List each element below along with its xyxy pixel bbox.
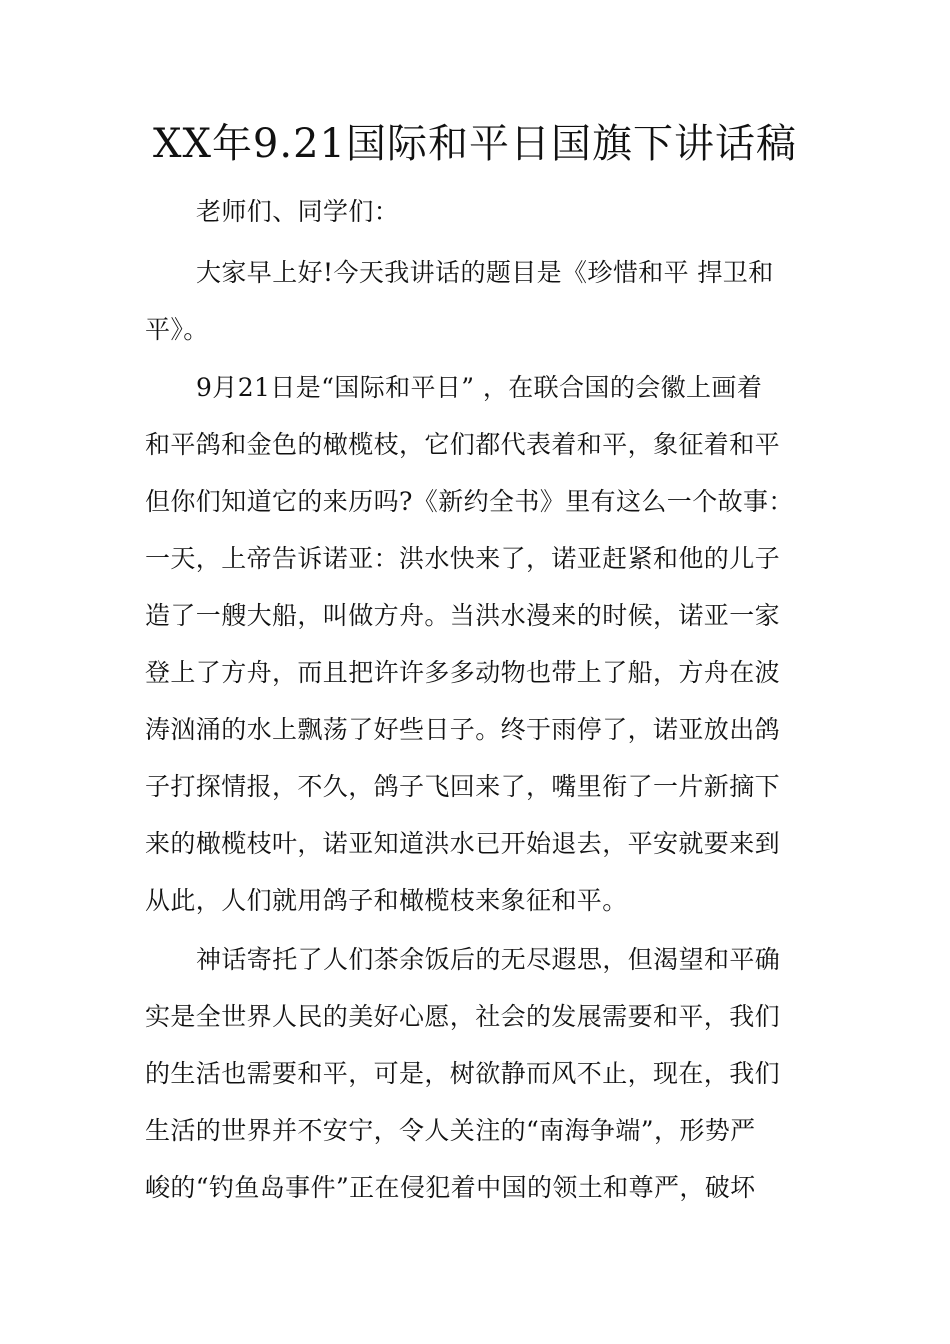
document-title: XX年9.21国际和平日国旗下讲话稿	[152, 121, 797, 167]
paragraph-1-line-2: 平》。	[145, 315, 209, 344]
paragraph-3-line-4: 生活的世界并不安宁，令人关注的“南海争端”，形势严	[145, 1116, 756, 1145]
paragraph-2-line-7: 涛汹涌的水上飘荡了好些日子。终于雨停了，诺亚放出鸽	[145, 715, 781, 744]
paragraph-2-line-6: 登上了方舟，而且把许许多多动物也带上了船，方舟在波	[145, 658, 781, 687]
salutation-line: 老师们、同学们：	[196, 197, 400, 226]
paragraph-3-line-2: 实是全世界人民的美好心愿，社会的发展需要和平，我们	[145, 1002, 781, 1031]
paragraph-2-line-9: 来的橄榄枝叶，诺亚知道洪水已开始退去，平安就要来到	[145, 829, 781, 858]
paragraph-2-line-2: 和平鸽和金色的橄榄枝，它们都代表着和平，象征着和平	[145, 430, 781, 459]
paragraph-2-line-5: 造了一艘大船，叫做方舟。当洪水漫来的时候，诺亚一家	[145, 601, 781, 630]
paragraph-2-line-8: 子打探情报，不久，鸽子飞回来了，嘴里衔了一片新摘下	[145, 772, 781, 801]
paragraph-2-line-10: 从此，人们就用鸽子和橄榄枝来象征和平。	[145, 886, 628, 915]
paragraph-2-line-3: 但你们知道它的来历吗?《新约全书》里有这么一个故事：	[145, 487, 794, 516]
paragraph-3-line-1: 神话寄托了人们茶余饭后的无尽遐思，但渴望和平确	[196, 945, 781, 974]
paragraph-3-line-3: 的生活也需要和平，可是，树欲静而风不止，现在，我们	[145, 1059, 781, 1088]
paragraph-1-line-1: 大家早上好!今天我讲话的题目是《珍惜和平 捍卫和	[196, 258, 774, 287]
paragraph-3-line-5: 峻的“钓鱼岛事件”正在侵犯着中国的领土和尊严，破坏	[145, 1173, 756, 1202]
paragraph-2-line-4: 一天，上帝告诉诺亚：洪水快来了，诺亚赶紧和他的儿子	[145, 544, 781, 573]
paragraph-2-line-1: 9月21日是“国际和平日” ，在联合国的会徽上画着	[196, 373, 763, 402]
